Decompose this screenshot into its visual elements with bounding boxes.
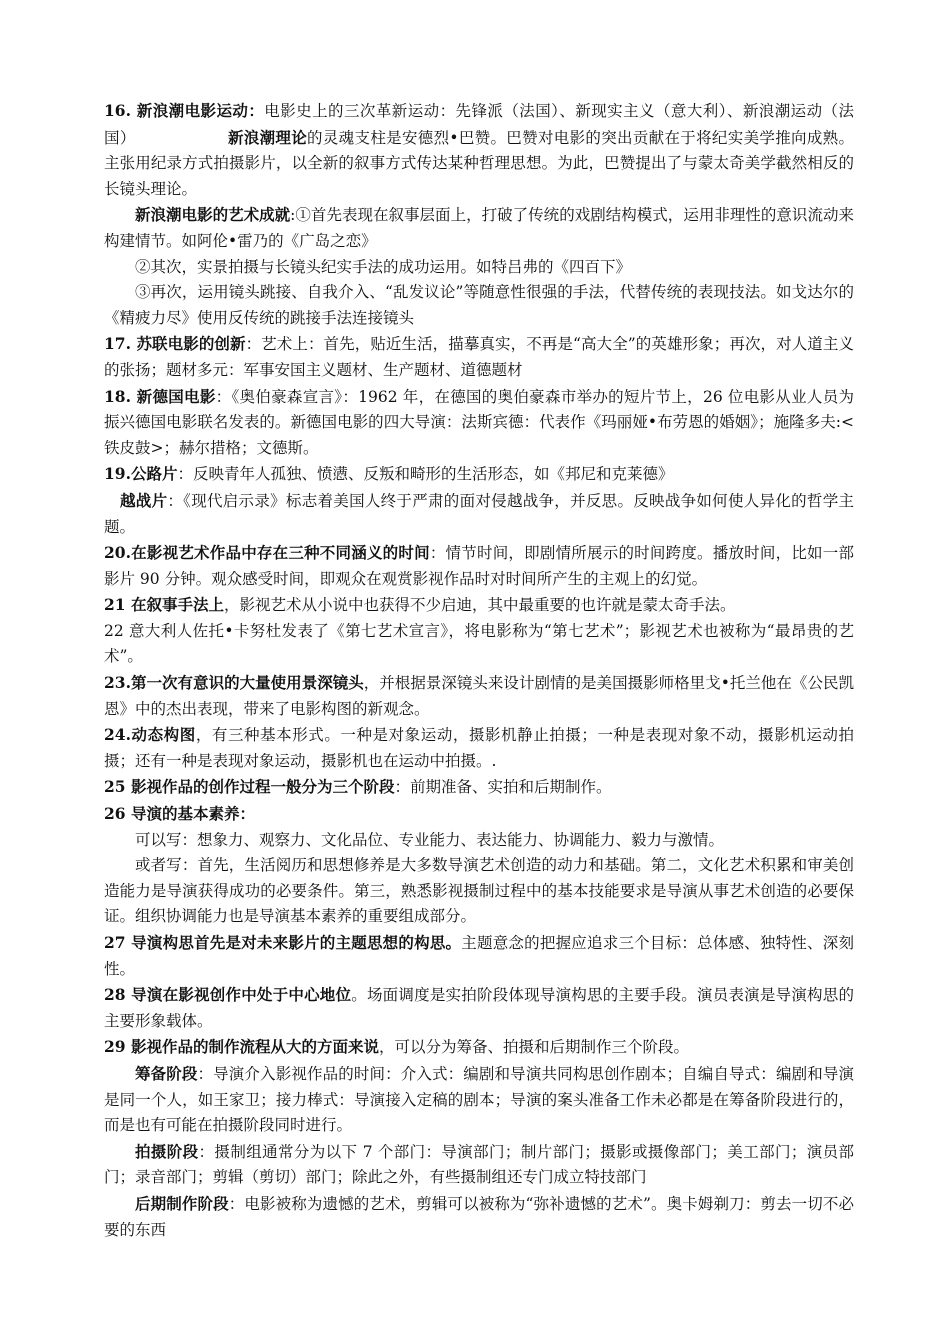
section-17 <box>104 331 854 383</box>
section-16: 16. 新浪潮电影运动：电影史上的三次革新运动：先锋派（法国）、新现实主义（意大利）、新浪潮运动（法国） 新浪潮理论的灵魂支柱是安德烈•巴赞。巴赞对电影的突出贡献在于将纪实美学推向成熟。主张用纪录方式拍摄影片，以全新的叙事方式传达某种哲理思想。为此，巴赞提出了与蒙太奇美学截然相反的长镜头理论。 <box>104 101 854 198</box>
section-27-title: 27 导演构思首先是对未来影片的主题思想的构思。 <box>104 933 462 952</box>
section-16-art-achievements <box>104 202 854 254</box>
section-29-preparation <box>104 1061 854 1139</box>
art-achievements-text-1: :①首先表现在叙事层面上，打破了传统的戏剧结构模式，运用非理性的意识流动来构建情节。如阿伦•雷乃的《广岛之恋》 <box>104 206 854 250</box>
section-28-title: 28 导演在影视创作中处于中心地位 <box>104 985 352 1005</box>
section-21-title: 21 在叙事手法上 <box>104 595 224 615</box>
section-19 <box>104 461 854 488</box>
section-27-text: 主题意念的把握应追求三个目标：总体感、独特性、深刻性。 <box>104 934 854 978</box>
section-18-text: ：《奥伯豪森宣言》：1962 年，在德国的奥伯豪森市举办的短片节上，26 位电影从业人员为振兴德国电影联名发表的。新德国电影的四大导演：法斯宾德：代表作《玛丽娅•布劳恩的婚姻》；施隆多夫:<铁皮鼓>；赫尔措格；文德斯。 <box>104 387 854 457</box>
section-25-text: ：前期准备、实拍和后期制作。 <box>394 778 612 797</box>
section-29 <box>104 1034 854 1061</box>
section-25-title: 25 影视作品的创作过程一般分为三个阶段 <box>104 777 395 797</box>
section-27 <box>104 930 854 982</box>
section-17-text: ：艺术上：首先，贴近生活，描摹真实，不再是“高大全”的英雄形象；再次，对人道主义的张扬；题材多元：军事安国主义题材、生产题材、道德题材 <box>104 335 854 379</box>
section-22-text: 22 意大利人佐托•卡努杜发表了《第七艺术宣言》，将电影称为“第七艺术”；影视艺术也被称为“最昂贵的艺术”。 <box>104 621 854 666</box>
section-20-title: 20.在影视艺术作品中存在三种不同涵义的时间 <box>104 543 430 563</box>
section-19-sub-text: ：《现代启示录》标志着美国人终于严肃的面对侵越战争，并反思。反映战争如何使人异化的哲学主题。 <box>104 491 854 536</box>
section-19-subtitle: 越战片 <box>120 490 168 510</box>
document-page <box>104 98 854 1243</box>
section-29-title: 29 影视作品的制作流程从大的方面来说 <box>104 1037 379 1057</box>
shooting-text: ：摄制组通常分为以下 7 个部门：导演部门；制片部门；摄影或摄像部门；美工部门；演员部门；录音部门；剪辑（剪切）部门；除此之外，有些摄制组还专门成立特技部门 <box>104 1142 854 1187</box>
section-25 <box>104 774 854 801</box>
section-19-title: 19.公路片 <box>104 464 178 484</box>
post-production-text: ：电影被称为遗憾的艺术，剪辑可以被称为“弥补遗憾的艺术”。奥卡姆剃刀：剪去一切不必要的东西 <box>104 1194 854 1239</box>
section-24-text: ，有三种基本形式。一种是对象运动，摄影机静止拍摄；一种是表现对象不动，摄影机运动拍摄；还有一种是表现对象运动，摄影机也在运动中拍摄。. <box>104 726 854 770</box>
preparation-text: ：导演介入影视作品的时间：介入式：编剧和导演共同构思创作剧本；自编自导式：编剧和导演是同一个人，如王家卫；接力棒式：导演接入定稿的剧本；导演的案头准备工作未必都是在筹备阶段进行的，而是也有可能在拍摄阶段同时进行。 <box>104 1064 854 1135</box>
art-achievements-point-3: ③再次，运用镜头跳接、自我介入、“乱发议论”等随意性很强的手法，代替传统的表现技法。如戈达尔的《精疲力尽》使用反传统的跳接手法连接镜头 <box>104 283 854 327</box>
section-18-title: 18. 新德国电影 <box>104 386 216 406</box>
section-23-title: 23.第一次有意识的大量使用景深镜头 <box>104 673 364 693</box>
section-16-text: 电影史上的三次革新运动：先锋派（法国）、新现实主义（意大利）、新浪潮运动（法国） <box>104 102 854 147</box>
section-18 <box>104 384 854 462</box>
art-achievements-title: 新浪潮电影的艺术成就 <box>135 205 291 225</box>
section-24-title: 24.动态构图 <box>104 725 196 745</box>
section-21-text: ，影视艺术从小说中也获得不少启迪，其中最重要的也许就是蒙太奇手法。 <box>223 596 736 615</box>
section-26-title: 26 导演的基本素养： <box>104 804 255 824</box>
section-28 <box>104 982 854 1034</box>
section-16-subtitle: 新浪潮理论 <box>227 127 308 147</box>
section-28-text: 。场面调度是实拍阶段体现导演构思的主要手段。演员表演是导演构思的主要形象载体。 <box>104 986 854 1030</box>
section-16-text-2: 的灵魂支柱是安德烈•巴赞。巴赞对电影的突出贡献在于将纪实美学推向成熟。主张用纪录方式拍摄影片，以全新的叙事方式传达某种哲理思想。为此，巴赞提出了与蒙太奇美学截然相反的长镜头理论。 <box>104 128 854 198</box>
section-19-text: ：反映青年人孤独、愤懑、反叛和畸形的生活形态，如《邦尼和克莱德》 <box>177 465 674 484</box>
section-26 <box>104 801 854 828</box>
section-23-text: ，并根据景深镜头来设计剧情的是美国摄影师格里戈•托兰他在《公民凯恩》中的杰出表现，带来了电影构图的新观念。 <box>104 674 854 718</box>
section-20-text: ：情节时间，即剧情所展示的时间跨度。播放时间，比如一部影片 90 分钟。观众感受时间，即观众在观赏影视作品时对时间所产生的主观上的幻觉。 <box>104 544 854 588</box>
post-production-title: 后期制作阶段 <box>135 1193 229 1213</box>
section-23 <box>104 670 854 722</box>
shooting-title: 拍摄阶段 <box>135 1141 199 1161</box>
section-26-line-1: 可以写：想象力、观察力、文化品位、专业能力、表达能力、协调能力、毅力与激情。 <box>135 830 725 849</box>
section-29-post-production <box>104 1191 854 1243</box>
section-21 <box>104 592 854 619</box>
section-22 <box>104 619 854 670</box>
art-achievements-point-2: ②其次，实景拍摄与长镜头纪实手法的成功运用。如特吕弗的《四百下》 <box>135 257 632 276</box>
section-24 <box>104 722 854 774</box>
section-17-title: 17. 苏联电影的创新 <box>104 334 246 354</box>
preparation-title: 筹备阶段 <box>135 1063 198 1083</box>
section-29-shooting <box>104 1139 854 1191</box>
section-16-title: 16. 新浪潮电影运动 <box>104 101 249 120</box>
section-20 <box>104 540 854 592</box>
section-29-text: ，可以分为筹备、拍摄和后期制作三个阶段。 <box>378 1038 689 1057</box>
section-26-line-2: 或者写：首先，生活阅历和思想修养是大多数导演艺术创造的动力和基础。第二，文化艺术积累和审美创造能力是导演获得成功的必要条件。第三，熟悉影视摄制过程中的基本技能要求是导演从事艺术创造的必要保证。组织协调能力也是导演基本素养的重要组成部分。 <box>104 856 854 926</box>
section-19-vietnam-films <box>104 488 854 540</box>
